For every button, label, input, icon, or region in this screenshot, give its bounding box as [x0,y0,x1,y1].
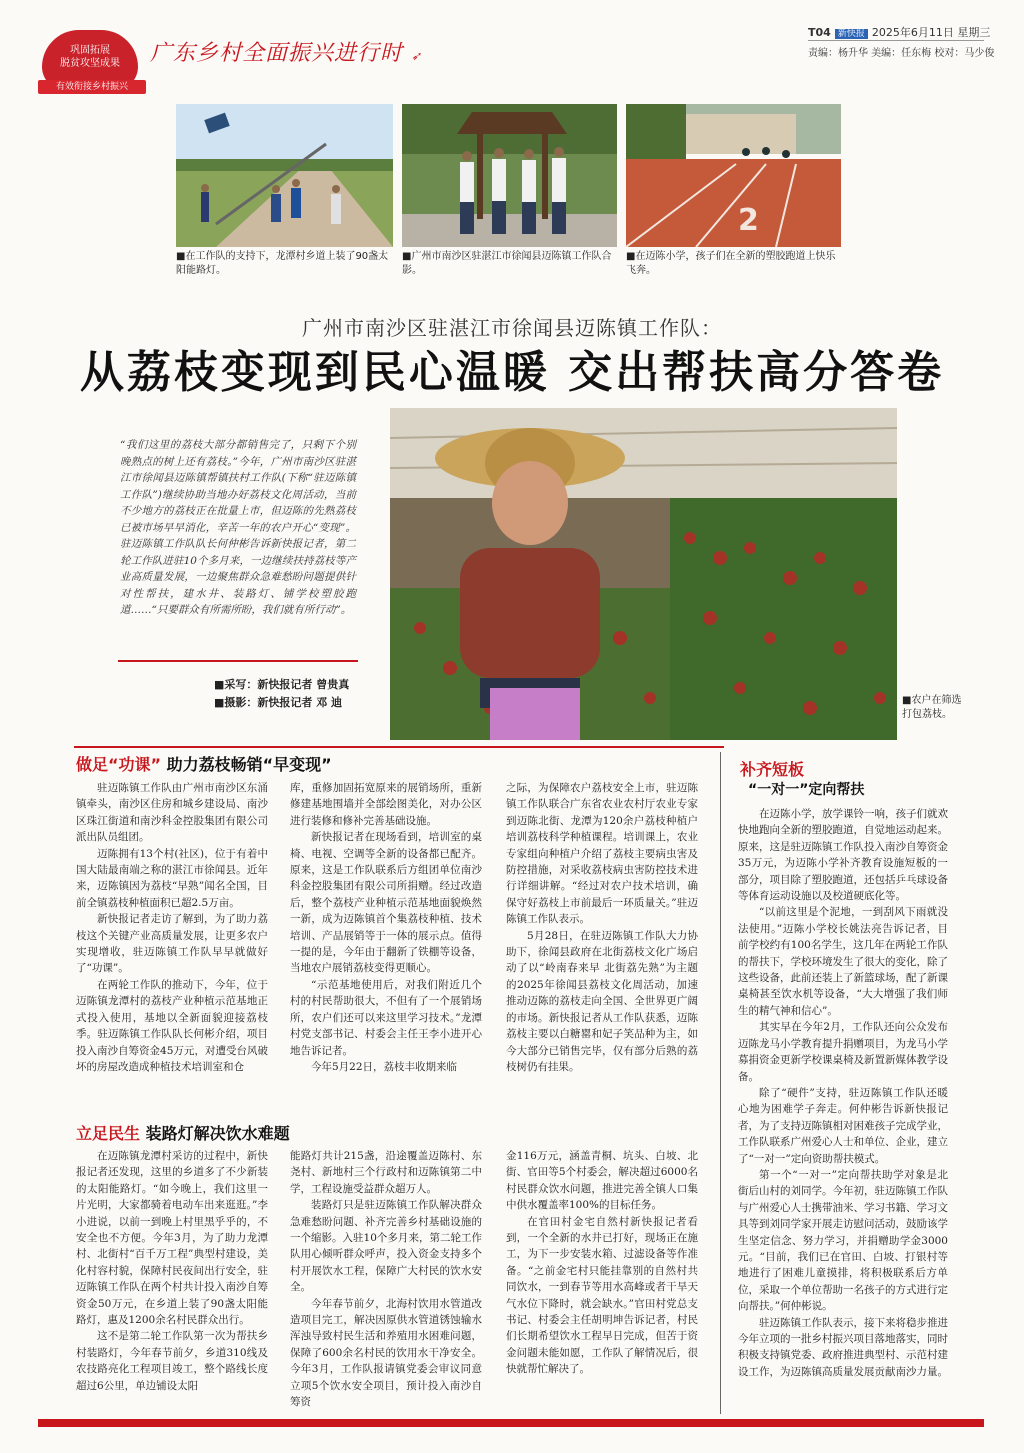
bird-icon: ➶ [411,49,423,63]
paragraph: 装路灯只是驻迈陈镇工作队解决群众急难愁盼问题、补齐完善乡村基础设施的一个缩影。入驻10个多月来，第二轮工作队用心倾听群众呼声，投入资金支持多个村开展饮水工程，保障广大村民的饮水安全。 [290,1199,482,1294]
column-banner-title [150,36,422,67]
section-1-column-3 [506,780,698,1075]
section-1-column-1 [76,780,268,1075]
caption-lychee-farmer: ■农户在筛选打包荔枝。 [902,695,962,720]
paragraph: “以前这里是个泥地，一到刮风下雨就没法使用。”迈陈小学校长姚法亮告诉记者，目前学校约有100名学生，这几年在两轮工作队的帮扶下，学校环境发生了很大的变化，除了这些设备，此前还装上了新篮球场，配了新课桌椅甚至饮水机等设备，“大大增强了我们师生的精气神和信心”。 [738,906,948,1017]
sidebar-body [738,806,948,1380]
section-2-column-3 [506,1148,698,1378]
lead-paragraph: “我们这里的荔枝大部分都销售完了，只剩下个别晚熟点的树上还有荔枝。”今年，广州市南沙区驻湛江市徐闻县迈陈镇帮镇扶村工作队(下称“驻迈陈镇工作队”)继续协助当地办好荔枝文化周活动，当前不少地方的荔枝正在批量上市，但迈陈的先熟荔枝已被市场早早消化，辛苦一年的农户开心“变现”。驻迈陈镇工作队队长何仲彬告诉新快报记者，第二轮工作队进驻10个多月来，一边继续扶持荔枝等产业高质量发展，一边聚焦群众急难愁盼问题提供针对性帮扶，建水井、装路灯、铺学校塑胶跑道……“只要群众有所需所盼，我们就有所行动”。 [120,439,356,616]
photographer-credit: ■摄影：新快报记者 邓 迪 [214,696,343,709]
section-1-heading-text: 助力荔枝畅销“早变现” [161,755,332,774]
paragraph: 5月28日，在驻迈陈镇工作队大力协助下，徐闻县政府在北街荔枝文化广场启动了以“岭南春来早 北街荔先熟”为主题的2025年徐闻县荔枝文化周活动，加速推动迈陈的荔枝走向全国、全世界更广阔的市场。新快报记者从工作队获悉，迈陈荔枝主要以白糖罂和妃子笑品种为主，如今大部分已销售完毕，仅有部分后熟的荔枝树仍有挂果。 [506,929,698,1073]
paper-name-badge: 新快报 [835,29,868,39]
section-2-column-1 [76,1148,268,1394]
paragraph: 在迈陈小学，放学课铃一响，孩子们就欢快地跑向全新的塑胶跑道，自觉地运动起来。原来，这是驻迈陈镇工作队投入南沙自筹资金35万元，为迈陈小学补齐教育设施短板的一部分，项目除了塑胶跑道，还包括乒乓球设备等体育运动设施以及校道硬底化等。 [738,808,948,903]
sidebar-divider [720,752,721,1414]
page-header-info [808,24,990,40]
section-1-column-2 [290,780,482,1075]
banner-text: 广东乡村全面振兴进行时 [150,41,404,66]
photo-lychee-farmer [390,408,897,740]
section-1-heading-red: 做足“功课” [76,755,162,774]
main-headline: 从荔枝变现到民心温暖 交出帮扶高分答卷 [79,347,945,398]
caption-street-lights: ■在工作队的支持下，龙潭村乡道上装了90盏太阳能路灯。 [176,251,389,276]
paragraph: 今年春节前夕，北海村饮用水管道改造项目完工，解决因原供水管道锈蚀输水浑浊导致村民生活和养殖用水困难问题，保障了600余名村民的饮用水干净安全。今年3月，工作队报请镇党委会审议同意立项5个饮水安全项目，预计投入南沙自筹资 [290,1297,482,1409]
paragraph: “示范基地使用后，对我们附近几个村的村民帮助很大，不但有了一个展销场所，农户们还可以来这里学习技术。”龙潭村党支部书记、村委会主任王李小进开心地告诉记者。 [290,978,482,1057]
paragraph: 新快报记者走访了解到，为了助力荔枝这个关键产业高质量发展，让更多农户实现增收，驻迈陈镇工作队早早就做好了“功课”。 [76,913,268,975]
editors-line: 责编：杨升华 美编：任东梅 校对：马少俊 [808,48,995,59]
paragraph: 库，重修加固拓宽原来的展销场所，重新修建基地围墙并全部绘图美化，对办公区进行装修和修补完善基础设施。 [290,782,482,827]
paragraph: 第一个“一对一”定向帮扶助学对象是北街后山村的刘同学。今年初，驻迈陈镇工作队与广州爱心人士携带油米、学习书籍、学习文具等到刘同学家开展走访慰问活动，鼓励该学生坚定信念、努力学习，并捐赠助学金3000元。“目前，我们已在官田、白坡、打银村等地进行了困难儿童摸排，将积极联系后方单位，采取一个单位帮助一名孩子的方式进行定向帮扶。”何仲彬说。 [738,1168,948,1313]
paragraph: 除了“硬件”支持，驻迈陈镇工作队还暖心地为困难学子奔走。何仲彬告诉新快报记者，为了支持迈陈镇相对困难孩子完成学业，工作队联系广州爱心人士和单位、企业，建立了“一对一”定向资助帮扶模式。 [738,1086,948,1165]
logo-line-1: 巩固拓展 [70,45,110,56]
section-2-heading-red: 立足民生 [76,1124,141,1143]
sidebar-title: 补齐短板 [740,760,805,779]
page-number: T04 [808,26,831,39]
sidebar-subtitle: “一对一”定向帮扶 [748,782,865,798]
paragraph: 今年5月22日，荔枝丰收期来临 [311,1060,458,1073]
paragraph: 驻迈陈镇工作队由广州市南沙区东涌镇牵头，南沙区住房和城乡建设局、南沙区珠江街道和南沙科金控股集团有限公司派出队员组团。 [76,782,268,844]
caption-team-group: ■广州市南沙区驻湛江市徐闻县迈陈镇工作队合影。 [402,251,612,276]
section-1-heading [76,752,332,775]
paragraph: 新快报记者在现场看到，培训室的桌椅、电视、空调等全新的设备都已配齐。原来，这是工作队联系后方组团单位南沙科金控股集团有限公司所捐赠。经过改造后，整个荔枝产业种植示范基地面貌焕然一新，成为迈陈镇首个集荔枝种植、技术培训、产品展销等于一体的展示点。值得一提的是，今年由于翻新了铁棚等设备，当地农户展销荔枝变得更顺心。 [290,831,482,975]
paragraph: 在官田村金宅自然村新快报记者看到，一个全新的水井已打好，现场正在施工，为下一步安装水箱、过滤设备等作准备。“之前金宅村只能挂靠别的自然村共同饮水，一到春节等用水高峰或者干旱天气水位下降时，就会缺水。”官田村党总支书记、村委会主任胡明坤告诉记者，村民们长期希望饮水工程早日完成，但苦于资金问题未能如愿，工作队了解情况后，很快就帮忙解决了。 [506,1215,698,1376]
paragraph: 之际，为保障农户荔枝安全上市，驻迈陈镇工作队联合广东省农业农村厅农业专家到迈陈北街、龙潭为120余户荔枝种植户培训荔枝科学种植课程。培训课上，农业专家组向种植户介绍了荔枝主要病虫害及防控措施，对采收荔枝病虫害防控技术进行详细讲解。“经过对农户技术培训，确保守好荔枝上市前最后一环质量关。”驻迈陈镇工作队表示。 [506,782,698,926]
section-rule [74,746,724,748]
paragraph: 其实早在今年2月，工作队还向公众发布迈陈龙马小学教育提升捐赠项目，为龙马小学募捐资金更新学校课桌椅及新置新媒体教学设备。 [738,1021,948,1083]
lead-rule [118,660,358,662]
photo-school-track [626,104,841,247]
section-2-heading-text: 装路灯解决饮水难题 [140,1124,290,1143]
paragraph: 驻迈陈镇工作队表示，接下来将稳步推进今年立项的一批乡村振兴项目落地落实，同时积极支持镇党委、政府推进典型村、示范村建设工作，为迈陈镇高质量发展贡献南沙力量。 [738,1316,948,1378]
photo-team-group [402,104,617,247]
photo-street-lights [176,104,393,247]
paragraph: 在两轮工作队的推动下，今年，位于迈陈镇龙潭村的荔枝产业种植示范基地正式投入使用，基地以全新面貌迎接荔枝季。驻迈陈镇工作队队长何彬介绍，项目投入南沙自筹资金45万元，对遭受台风破坏的房屋改造成种植技术培训室和仓 [76,978,268,1073]
writer-credit: ■采写：新快报记者 曾贵真 [214,678,350,691]
page-bottom-bar [38,1419,984,1427]
paragraph: 迈陈拥有13个村(社区)，位于有着中国大陆最南端之称的湛江市徐闻县。近年来，迈陈镇因为荔枝“早熟”闻名全国，目前全镇荔枝种植面积已超2.5万亩。 [76,847,268,909]
paragraph: 金116万元，涵盖青桐、坑头、白坡、北街、官田等5个村委会，解决超过6000名村民群众饮水问题，推进完善全镇人口集中供水覆盖率100%的目标任务。 [506,1150,698,1212]
paragraph: 能路灯共计215盏，沿途覆盖迈陈村、东尧村、新地村三个行政村和迈陈镇第二中学，工程设施受益群众超万人。 [290,1150,482,1195]
paragraph: 这不是第二轮工作队第一次为帮扶乡村装路灯，今年春节前夕，乡道310线及农技路亮化工程项目竣工，整个路线长度超过6公里，单边铺设太阳 [76,1330,268,1392]
section-2-column-2 [290,1148,482,1411]
logo-line-2: 脱贫攻坚成果 [60,58,120,69]
issue-date: 2025年6月11日 星期三 [871,26,991,39]
headline-kicker: 广州市南沙区驻湛江市徐闻县迈陈镇工作队： [302,316,722,340]
svg-text:2: 2 [738,203,759,238]
section-2-heading [76,1121,290,1144]
paragraph: 在迈陈镇龙潭村采访的过程中，新快报记者还发现，这里的乡道多了不少新装的太阳能路灯。“如今晚上，我们这里一片光明，大家都骑着电动车出来逛逛。”李小进说，以前一到晚上村里黑乎乎的，不安全也不方便。今年3月，为了助力龙潭村、北街村“百千万工程”典型村建设，美化村容村貌，保障村民夜间出行安全，驻迈陈镇工作队在两个村共计投入南沙自筹资金50万元，在乡道上装了90盏太阳能路灯，惠及1200余名村民群众出行。 [76,1150,268,1327]
header-rule [808,40,984,41]
logo-ribbon: 有效衔接乡村振兴 [38,80,146,94]
caption-school-track: ■在迈陈小学，孩子们在全新的塑胶跑道上快乐飞奔。 [626,251,836,276]
